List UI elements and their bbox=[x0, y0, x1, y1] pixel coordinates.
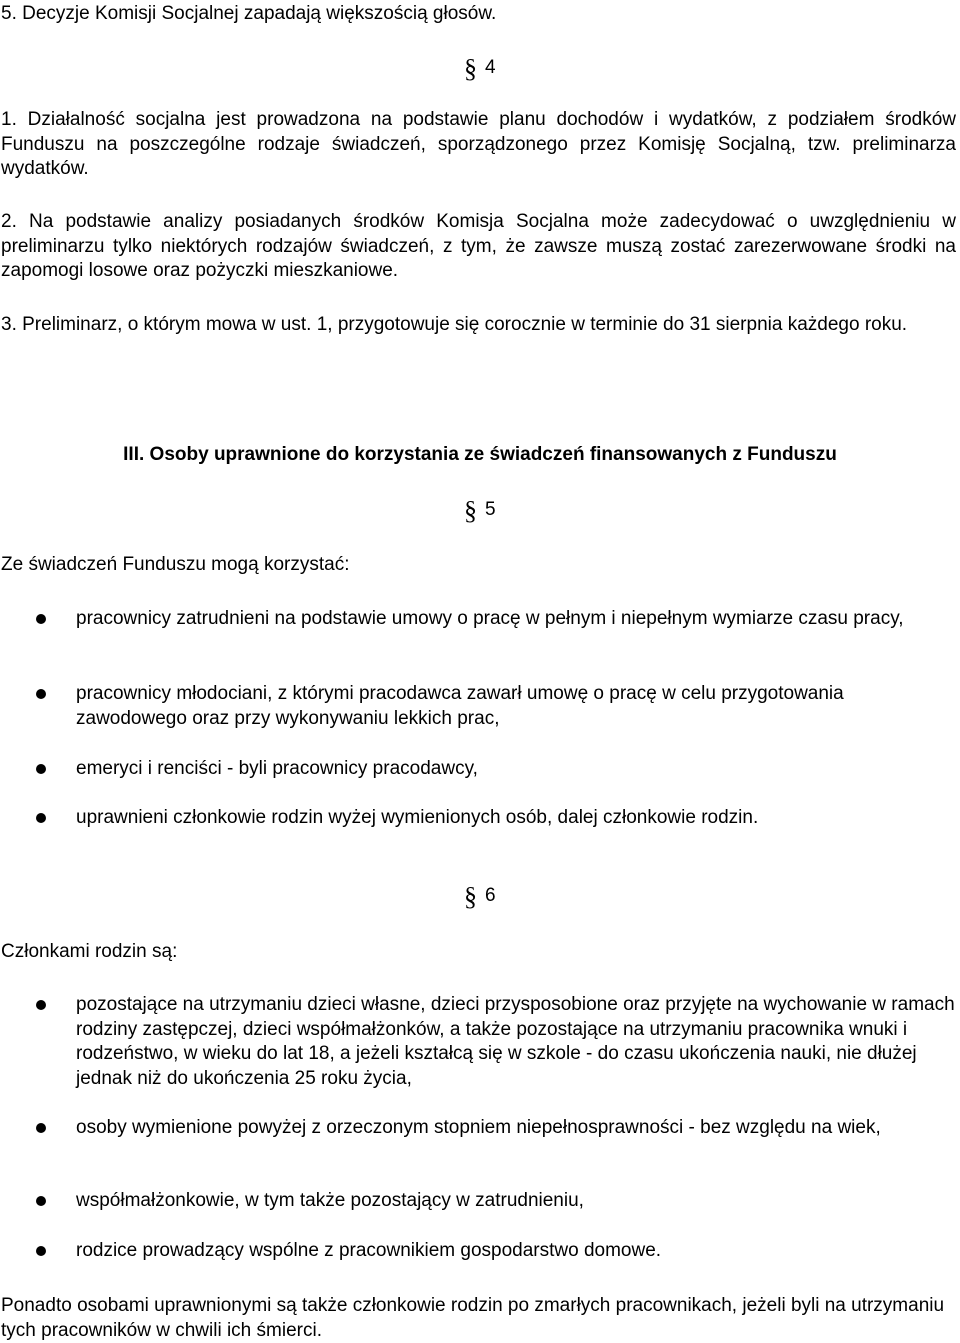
list-item-text: pracownicy młodociani, z którymi pracodawca zawarł umowę o pracę w celu przygotowania zawodowego oraz przy wykonywaniu lekkich prac, bbox=[76, 683, 844, 729]
bullet-icon bbox=[36, 614, 46, 624]
section-5-intro: Ze świadczeń Funduszu mogą korzystać: bbox=[1, 554, 350, 575]
list-item-text: rodzice prowadzący wspólne z pracownikiem gospodarstwo domowe. bbox=[76, 1240, 662, 1261]
section-sign: § bbox=[464, 496, 477, 525]
list-item-text: osoby wymienione powyżej z orzeczonym stopniem niepełnosprawności - bez względu na wiek, bbox=[76, 1117, 881, 1138]
list-item-text: uprawnieni członkowie rodzin wyżej wymienionych osób, dalej członkowie rodzin. bbox=[76, 807, 759, 828]
bullet-icon bbox=[36, 689, 46, 699]
list-item-text: pozostające na utrzymaniu dzieci własne, dzieci przysposobione oraz przyjęte na wychowanie w ramach rodziny zastępczej, dzieci współmałżonków, a także pozostające na utrzymaniu pracownika wnuki i rodzeństwo, w wieku do lat 18, a jeżeli kształcą się w szkole - do czasu ukończenia nauki, nie dłużej jednak niż do ukończenia 25 roku życia, bbox=[76, 994, 955, 1089]
section-6-intro: Członkami rodzin są: bbox=[1, 941, 178, 962]
section-4-heading bbox=[464, 56, 496, 82]
bullet-icon bbox=[36, 813, 46, 823]
chapter-3-title: III. Osoby uprawnione do korzystania ze świadczeń finansowanych z Funduszu bbox=[123, 444, 837, 465]
section-4-paragraph-2: 2. Na podstawie analizy posiadanych środków Komisja Socjalna może zadecydować o uwzględnieniu w preliminarzu tylko niektórych rodzajów świadczeń, z tym, że zawsze muszą zostać zarezerwowane środki na zapomogi losowe oraz pożyczki mieszkaniowe. bbox=[1, 211, 956, 281]
section-6-closing-text: Ponadto osobami uprawnionymi są także członkowie rodzin po zmarłych pracownikach, jeżeli byli na utrzymaniu tych pracowników w chwili ich śmierci. bbox=[1, 1295, 945, 1341]
point-5-text: 5. Decyzje Komisji Socjalnej zapadają większością głosów. bbox=[1, 3, 497, 24]
section-4-paragraph-3: 3. Preliminarz, o którym mowa w ust. 1, przygotowuje się corocznie w terminie do 31 sierpnia każdego roku. bbox=[1, 314, 908, 335]
bullet-icon bbox=[36, 1123, 46, 1133]
bullet-icon bbox=[36, 764, 46, 774]
bullet-icon bbox=[36, 1246, 46, 1256]
list-item-text: współmałżonkowie, w tym także pozostający w zatrudnieniu, bbox=[76, 1190, 584, 1211]
section-number: 5 bbox=[485, 499, 496, 520]
section-4-paragraph-1: 1. Działalność socjalna jest prowadzona na podstawie planu dochodów i wydatków, z podziałem środków Funduszu na poszczególne rodzaje świadczeń, sporządzonego przez Komisję Socjalną, tzw. preliminarza wydatków. bbox=[1, 109, 956, 179]
section-number: 4 bbox=[485, 57, 496, 78]
section-sign: § bbox=[464, 882, 477, 911]
list-item-text: pracownicy zatrudnieni na podstawie umowy o pracę w pełnym i niepełnym wymiarze czasu pracy, bbox=[76, 608, 904, 629]
list-item-text: emeryci i renciści - byli pracownicy pracodawcy, bbox=[76, 758, 478, 779]
bullet-icon bbox=[36, 1000, 46, 1010]
bullet-icon bbox=[36, 1196, 46, 1206]
section-sign: § bbox=[464, 54, 477, 83]
section-number: 6 bbox=[485, 885, 496, 906]
section-5-heading bbox=[464, 498, 496, 524]
section-6-heading bbox=[464, 884, 496, 910]
